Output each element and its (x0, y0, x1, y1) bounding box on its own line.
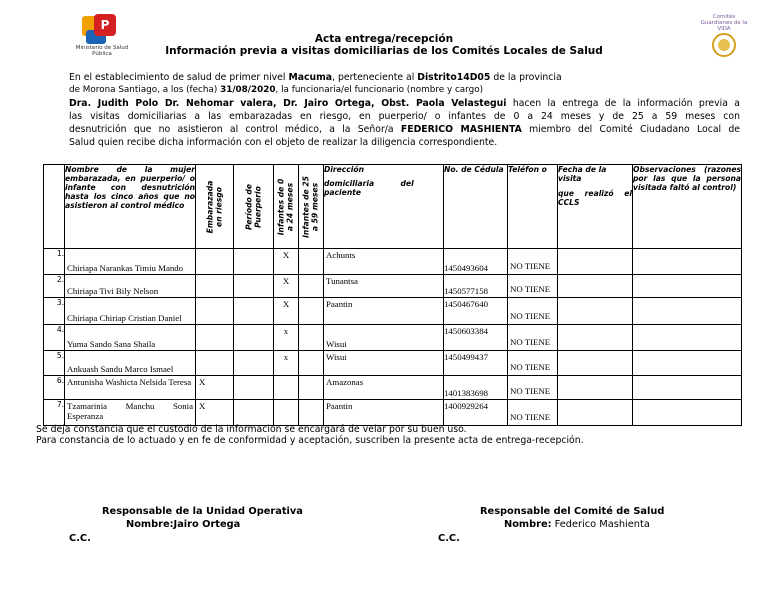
header-number (44, 165, 65, 249)
row-fecha (558, 325, 633, 351)
intro-line-3: Dra. Judith Polo Dr. Nehomar valera, Dr. Jairo Ortega, Obst. Paola Velastegui hacen la entrega de la información previa a (69, 98, 741, 109)
row-observaciones (633, 376, 742, 400)
document-title: Acta entrega/recepción (314, 33, 454, 45)
intro-line-4: las visitas domiciliarias a las embarazadas en riesgo, en puerperio/ o infantes de 0 a 24 meses y de 25 a 59 meses con (69, 111, 740, 122)
header-cedula: No. de Cédula (444, 165, 508, 249)
row-embarazada (196, 275, 234, 298)
left-signature-cc: C.C. (69, 533, 91, 544)
header-puerperio: Período de Puerperio (234, 165, 274, 249)
header-infantes-25-59: Infantes de 25 a 59 meses (299, 165, 324, 249)
visits-table (43, 164, 742, 426)
row-puerperio (234, 325, 274, 351)
intro-line-1: En el establecimiento de salud de primer nivel Macuma, perteneciente al Distrito14D05 de la provincia (69, 72, 562, 83)
row-puerperio (234, 275, 274, 298)
ministerio-logo: P Ministerio de Salud Pública (78, 12, 126, 58)
row-number: 3. (44, 298, 65, 325)
row-telefono: NO TIENE (508, 351, 558, 376)
row-infantes-25-59 (299, 275, 324, 298)
row-observaciones (633, 400, 742, 426)
row-fecha (558, 249, 633, 275)
row-observaciones (633, 325, 742, 351)
row-infantes-25-59 (299, 249, 324, 275)
row-number: 7. (44, 400, 65, 426)
row-direccion: Amazonas (324, 376, 444, 400)
row-embarazada (196, 298, 234, 325)
row-infantes-0-24 (274, 400, 299, 426)
right-signature-title: Responsable del Comité de Salud (480, 506, 665, 517)
row-infantes-0-24 (274, 376, 299, 400)
table-row (44, 400, 742, 426)
intro-line-5: desnutrición que no asistieron al control médico, a la Señor/a FEDERICO MASHIENTA miembro del Comité Ciudadano Local de (69, 124, 740, 135)
intro-line-6: Salud quien recibe dicha información con el objeto de realizar la diligencia correspondiente. (69, 137, 498, 148)
row-nombre: Chiriapa Narankas Timiu Mando (65, 249, 196, 275)
right-signature-cc: C.C. (438, 533, 460, 544)
intro-line-2: de Morona Santiago, a los (fecha) 31/08/2020, la funcionaria/el funcionario (nombre y cargo) (69, 85, 484, 95)
row-number: 1. (44, 249, 65, 275)
row-direccion: Paantin (324, 400, 444, 426)
row-infantes-25-59 (299, 376, 324, 400)
row-direccion: Wisui (324, 325, 444, 351)
header-nombre: Nombre de la mujer embarazada, en puerperio/ o infante con desnutrición hasta los cinco años que no asistieron al control médico (65, 165, 196, 249)
row-cedula: 1450603384 (444, 325, 508, 351)
row-observaciones (633, 275, 742, 298)
row-puerperio (234, 376, 274, 400)
row-cedula: 1450467640 (444, 298, 508, 325)
row-infantes-0-24: x (274, 351, 299, 376)
row-embarazada (196, 351, 234, 376)
table-row (44, 249, 742, 275)
row-infantes-25-59 (299, 298, 324, 325)
row-nombre: Ankuash Sandu Marco Ismael (65, 351, 196, 376)
row-nombre: Tzamarinia Manchu Sonia Esperanza (65, 400, 196, 426)
row-nombre: Antunisha Washicta Nelsida Teresa (65, 376, 196, 400)
row-telefono: NO TIENE (508, 325, 558, 351)
row-puerperio (234, 298, 274, 325)
ministerio-logo-text: Ministerio de Salud Pública (75, 45, 129, 57)
right-signature-name: Nombre: Federico Mashienta (504, 519, 650, 530)
row-observaciones (633, 351, 742, 376)
table-row (44, 298, 742, 325)
row-embarazada: X (196, 400, 234, 426)
row-nombre: Chiriapa Tivi Bily Nelson (65, 275, 196, 298)
row-infantes-0-24: x (274, 325, 299, 351)
row-direccion: Wisui (324, 351, 444, 376)
row-embarazada (196, 249, 234, 275)
header-observaciones: Observaciones (razones por las que la persona visitada faltó al control) (633, 165, 742, 249)
row-observaciones (633, 298, 742, 325)
table-row (44, 376, 742, 400)
row-direccion: Tunantsa (324, 275, 444, 298)
row-fecha (558, 376, 633, 400)
row-puerperio (234, 400, 274, 426)
header-direccion: Dirección domiciliaria del paciente (324, 165, 444, 249)
row-cedula: 1450499437 (444, 351, 508, 376)
table-row (44, 325, 742, 351)
row-telefono: NO TIENE (508, 376, 558, 400)
comites-logo-text: Comités Guardianes de la VIDA (700, 14, 748, 32)
footer-custody-note: Se deja constancia que el custodio de la información se encargará de velar por su buen uso. (36, 424, 467, 435)
row-embarazada (196, 325, 234, 351)
table-row (44, 275, 742, 298)
row-infantes-25-59 (299, 400, 324, 426)
row-number: 4. (44, 325, 65, 351)
row-infantes-25-59 (299, 351, 324, 376)
row-puerperio (234, 249, 274, 275)
row-fecha (558, 351, 633, 376)
row-infantes-0-24: X (274, 249, 299, 275)
left-signature-title: Responsable de la Unidad Operativa (102, 506, 303, 517)
row-telefono: NO TIENE (508, 400, 558, 426)
row-infantes-0-24: X (274, 298, 299, 325)
footer-constancia: Para constancia de lo actuado y en fe de conformidad y aceptación, suscriben la presente acta de entrega-recepción. (36, 435, 584, 446)
header-embarazada: Embarazada en riesgo (196, 165, 234, 249)
row-number: 5. (44, 351, 65, 376)
header-fecha: Fecha de la visita que realizó el CCLS (558, 165, 633, 249)
row-direccion: Achunts (324, 249, 444, 275)
row-infantes-0-24: X (274, 275, 299, 298)
row-embarazada: X (196, 376, 234, 400)
header-infantes-0-24: Infantes de 0 a 24 meses (274, 165, 299, 249)
row-cedula: 1450577158 (444, 275, 508, 298)
row-cedula: 1400929264 (444, 400, 508, 426)
row-observaciones (633, 249, 742, 275)
row-telefono: NO TIENE (508, 275, 558, 298)
row-number: 6. (44, 376, 65, 400)
document-subtitle: Información previa a visitas domiciliarias de los Comités Locales de Salud (165, 45, 603, 57)
row-infantes-25-59 (299, 325, 324, 351)
row-fecha (558, 298, 633, 325)
row-nombre: Chiriapa Chiriap Cristian Daniel (65, 298, 196, 325)
row-nombre: Yuma Sando Sana Shaila (65, 325, 196, 351)
table-row (44, 351, 742, 376)
header-telefono: Teléfon o (508, 165, 558, 249)
row-cedula: 1450493604 (444, 249, 508, 275)
row-cedula: 1401383698 (444, 376, 508, 400)
row-fecha (558, 400, 633, 426)
row-telefono: NO TIENE (508, 249, 558, 275)
row-telefono: NO TIENE (508, 298, 558, 325)
row-number: 2. (44, 275, 65, 298)
row-direccion: Paantin (324, 298, 444, 325)
row-fecha (558, 275, 633, 298)
table-header-row (44, 165, 742, 249)
row-puerperio (234, 351, 274, 376)
left-signature-name: Nombre:Jairo Ortega (126, 519, 241, 530)
